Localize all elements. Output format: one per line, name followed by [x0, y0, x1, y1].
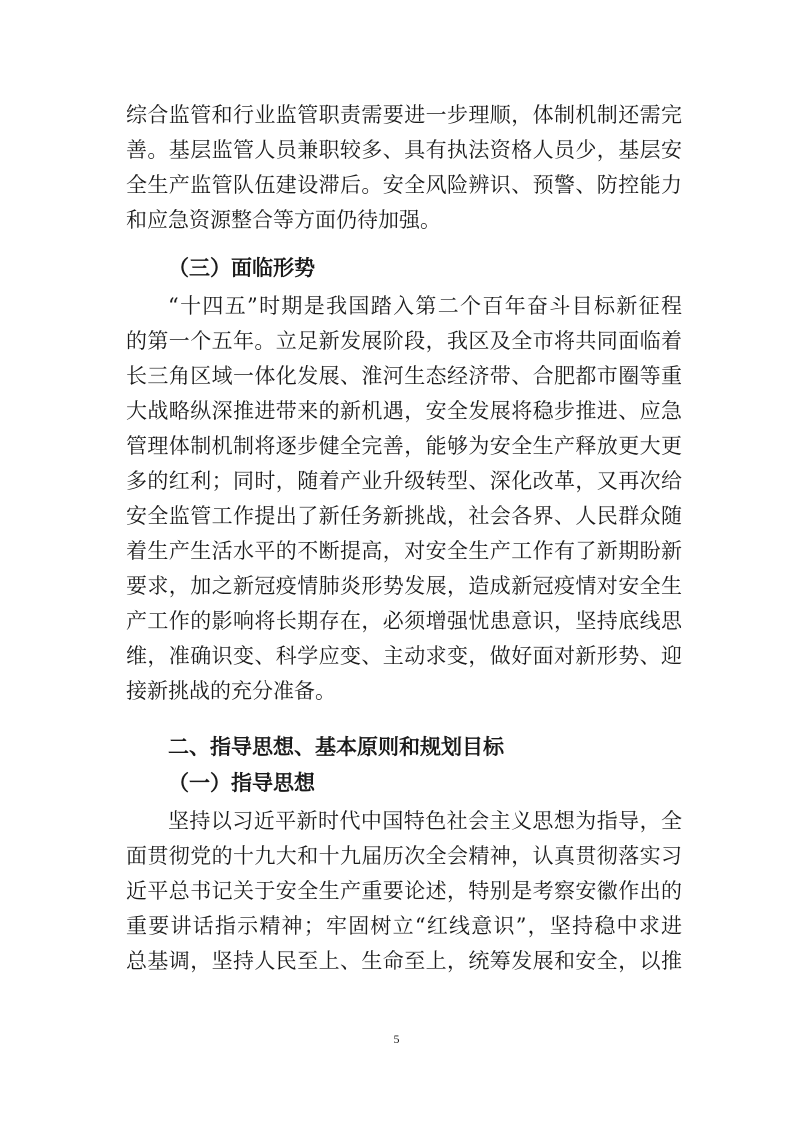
text-line: 要求，加之新冠疫情肺炎形势发展，造成新冠疫情对安全生: [126, 574, 682, 598]
text-line: “十四五”时期是我国踏入第二个百年奋斗目标新征程: [168, 294, 682, 318]
text-line: 坚持以习近平新时代中国特色社会主义思想为指导，全: [168, 809, 682, 833]
heading-guiding-ideology: （一）指导思想: [168, 771, 315, 795]
heading-section-two: 二、指导思想、基本原则和规划目标: [168, 735, 504, 759]
text-line: 管理体制机制将逐步健全完善，能够为安全生产释放更大更: [126, 434, 682, 458]
heading-facing-situation: （三）面临形势: [168, 256, 315, 280]
text-line: 综合监管和行业监管职责需要进一步理顺，体制机制还需完: [126, 103, 682, 127]
page-number: 5: [393, 1032, 400, 1046]
text-line: 重要讲话指示精神；牢固树立“红线意识”，坚持稳中求进: [126, 914, 682, 938]
text-line: 和应急资源整合等方面仍待加强。: [126, 208, 441, 232]
paragraph-facing-situation: [126, 289, 682, 709]
text-line: 多的红利；同时，随着产业升级转型、深化改革，又再次给: [126, 469, 682, 493]
text-line: 着生产生活水平的不断提高，对安全生产工作有了新期盼新: [126, 539, 682, 563]
text-line: 长三角区域一体化发展、淮河生态经济带、合肥都市圈等重: [126, 364, 682, 388]
text-line: 面贯彻党的十九大和十九届历次全会精神，认真贯彻落实习: [126, 844, 682, 868]
text-line: 维，准确识变、科学应变、主动求变，做好面对新形势、迎: [126, 644, 682, 668]
text-line: 大战略纵深推进带来的新机遇，安全发展将稳步推进、应急: [126, 399, 682, 423]
text-line: 近平总书记关于安全生产重要论述，特别是考察安徽作出的: [126, 879, 682, 903]
text-line: 接新挑战的充分准备。: [126, 679, 336, 703]
text-line: 安全监管工作提出了新任务新挑战，社会各界、人民群众随: [126, 504, 682, 528]
text-line: 的第一个五年。立足新发展阶段，我区及全市将共同面临着: [126, 329, 682, 353]
paragraph-guiding-ideology: [126, 804, 682, 979]
text-line: 全生产监管队伍建设滞后。安全风险辨识、预警、防控能力: [126, 173, 682, 197]
text-line: 总基调，坚持人民至上、生命至上，统筹发展和安全，以推: [126, 949, 682, 973]
text-line: 善。基层监管人员兼职较多、具有执法资格人员少，基层安: [126, 138, 682, 162]
text-line: 产工作的影响将长期存在，必须增强忧患意识，坚持底线思: [126, 609, 682, 633]
paragraph-regulatory-issues: [126, 98, 682, 238]
